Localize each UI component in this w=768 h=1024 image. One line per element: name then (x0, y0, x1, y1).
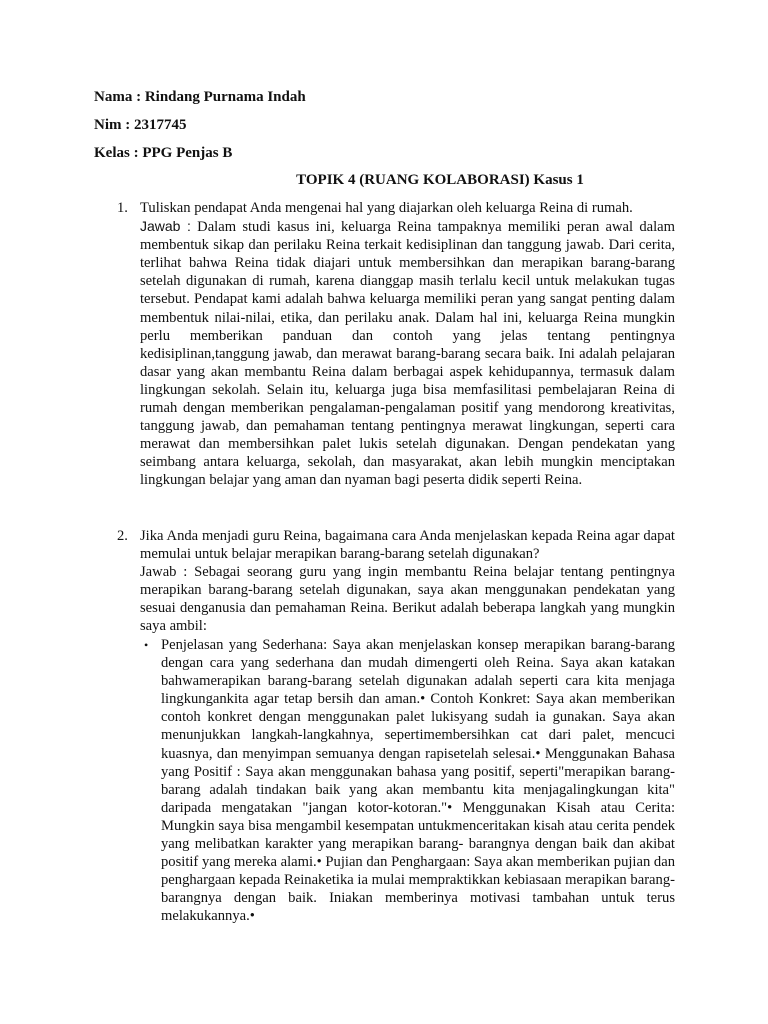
nim-line: Nim : 2317745 (94, 117, 187, 133)
answer-1 (140, 217, 675, 489)
question-2-text: Jika Anda menjadi guru Reina, bagaimana cara Anda menjelaskan kepada Reina agar dapat memulai untuk belajar merapikan barang-barang setelah digunakan? (140, 528, 675, 563)
question-1-text: Tuliskan pendapat Anda mengenai hal yang diajarkan oleh keluarga Reina di rumah. (140, 200, 633, 216)
answer-1-label: Jawab : (140, 218, 191, 235)
document-title (0, 171, 768, 189)
question-1-block (140, 199, 675, 490)
answer-1-text: Dalam studi kasus ini, keluarga Reina tampaknya memiliki peran awal dalam membentuk sikap dan perilaku Reina terkait kedisiplinan dan tanggung jawab. Dari cerita, terlihat bahwa Reina tidak diajari untuk membersihkan dan merapikan barang-barang setelah digunakan di rumah, karena dianggap masih terlalu kecil untuk melakukan tugas tersebut. Pendapat kami adalah bahwa keluarga memiliki peran yang sangat penting dalam membentuk nilai-nilai, etika, dan perilaku anak. Dalam hal ini, keluarga Reina mungkin perlu memberikan panduan dan contoh yang jelas tentang pentingnya kedisiplinan,tanggung jawab, dan merawat barang-barang secara baik. Ini adalah pelajaran dasar yang akan membantu Reina dalam berbagai aspek kehidupannya, termasuk dalam lingkungan sekolah. Selain itu, keluarga juga bisa memfasilitasi pembelajaran Reina di rumah dengan memberikan pengalaman-pengalaman positif yang mendorong kreativitas, tanggung jawab, dan pemahaman tentang pentingnya merawat lingkungan, seperti cara merawat dan membersihkan palet lukis setelah digunakan. Dengan pendekatan yang seimbang antara keluarga, sekolah, dan masyarakat, akan lebih mungkin menciptakan lingkungan belajar yang aman dan nyaman bagi peserta didik seperti Reina. (140, 219, 675, 489)
document-title-text: TOPIK 4 (RUANG KOLABORASI) Kasus 1 (296, 172, 584, 188)
question-2-block (140, 527, 675, 636)
name-line: Nama : Rindang Purnama Indah (94, 89, 306, 105)
question-1-number: 1. (117, 200, 128, 216)
class-line: Kelas : PPG Penjas B (94, 145, 233, 161)
question-2-number: 2. (117, 528, 128, 544)
answer-2-text: Jawab : Sebagai seorang guru yang ingin membantu Reina belajar tentang pentingnya merapikan barang-barang setelah digunakan, saya akan menggunakan pendekatan yang sesuai denganusia dan pemahaman Reina. Berikut adalah beberapa langkah yang mungkin saya ambil: (140, 564, 675, 635)
bullet-item: Penjelasan yang Sederhana: Saya akan menjelaskan konsep merapikan barang-barang dengan cara yang sederhana dan mudah dimengerti oleh Reina. Saya akan katakan bahwamerapikan barang-barang setelah digunakan adalah seperti cara kita menjaga lingkungankita agar tetap bersih dan aman.• Contoh Konkret: Saya akan memberikan contoh konkret dengan menggunakan palet lukisyang sudah ia gunakan. Saya akan menunjukkan langkah-langkahnya, sepertimembersihkan cat dari palet, mencuci kuasnya, dan menyimpan semuanya dengan rapisetelah selesai.• Menggunakan Bahasa yang Positif : Saya akan menggunakan bahasa yang positif, seperti"merapikan barang-barang adalah tindakan baik yang akan membantu kita menjagalingkungan kita" daripada mengatakan "jangan kotor-kotoran."• Menggunakan Kisah atau Cerita: Mungkin saya bisa mengambil kesempatan untukmenceritakan kisah atau cerita pendek yang melibatkan karakter yang merapikan barang- barangnya dengan baik dan akibat positif yang mereka alami.• Pujian dan Penghargaan: Saya akan memberikan pujian dan penghargaan kepada Reinaketika ia mulai mempraktikkan kebiasaan merapikan barang-barangnya dengan baik. Iniakan memberinya motivasi tambahan untuk terus melakukannya.• (161, 637, 675, 925)
bullet-icon: • (144, 638, 149, 652)
